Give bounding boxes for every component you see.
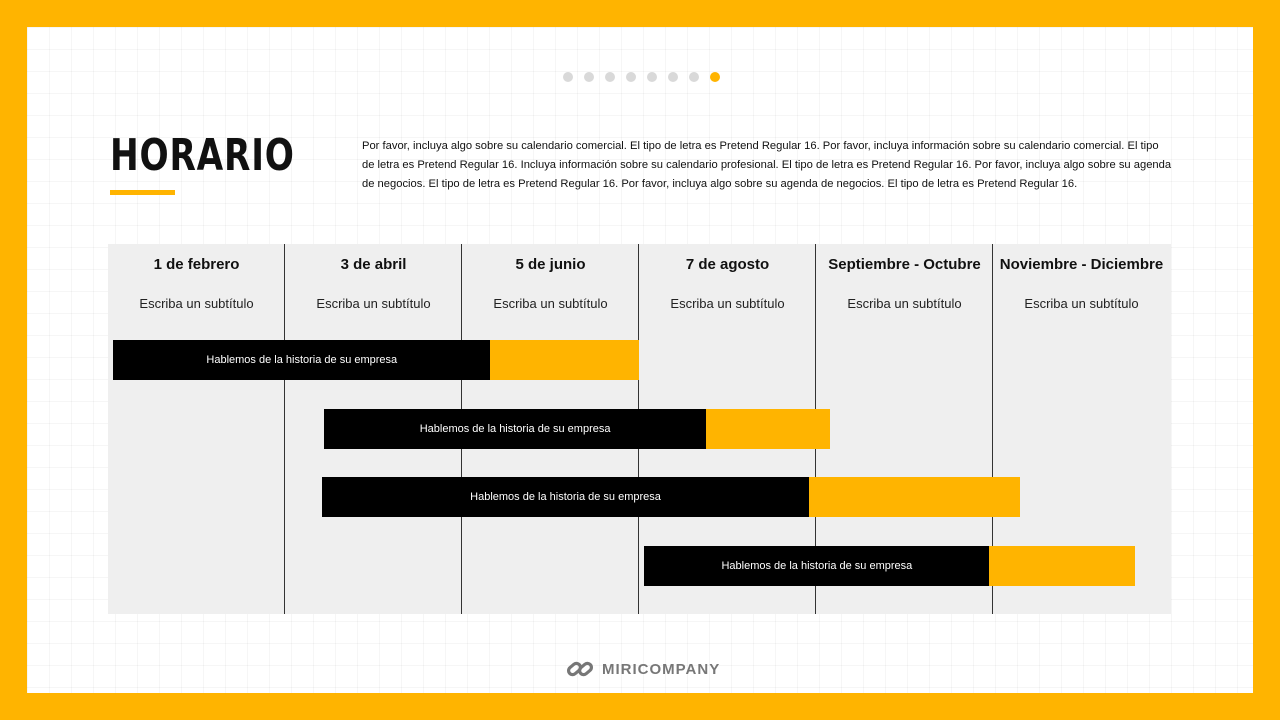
pagination-dot[interactable] — [647, 72, 657, 82]
page-title: HORARIO — [110, 130, 295, 181]
link-icon — [566, 656, 594, 682]
bar-progress — [324, 409, 706, 449]
bar-remaining — [989, 546, 1134, 586]
timeline-panel — [108, 244, 1171, 614]
bar-remaining — [809, 477, 1020, 517]
bar-progress — [322, 477, 809, 517]
timeline-bar — [324, 409, 830, 449]
timeline-bar — [113, 340, 639, 380]
column-heading: 3 de abril — [340, 256, 407, 273]
pagination-dot[interactable] — [605, 72, 615, 82]
column-subtitle: Escriba un subtítulo — [139, 296, 254, 311]
timeline-bar — [644, 546, 1134, 586]
bar-progress — [644, 546, 989, 586]
bar-label: Hablemos de la historia de su empresa — [206, 354, 398, 366]
pagination-dot[interactable] — [584, 72, 594, 82]
column-subtitle: Escriba un subtítulo — [316, 296, 431, 311]
pagination-dot[interactable] — [710, 72, 720, 82]
pagination-dot[interactable] — [668, 72, 678, 82]
column-subtitle: Escriba un subtítulo — [847, 296, 962, 311]
column-subtitle: Escriba un subtítulo — [493, 296, 608, 311]
bar-remaining — [706, 409, 830, 449]
bar-label: Hablemos de la historia de su empresa — [470, 491, 661, 503]
column-heading: 7 de agosto — [685, 256, 770, 273]
column-heading: Noviembre - Diciembre — [999, 256, 1164, 273]
pagination-dot[interactable] — [626, 72, 636, 82]
pagination-dot[interactable] — [689, 72, 699, 82]
pagination-dot[interactable] — [563, 72, 573, 82]
column-heading: 5 de junio — [515, 256, 586, 273]
column-heading: 1 de febrero — [153, 256, 240, 273]
bar-label: Hablemos de la historia de su empresa — [721, 560, 913, 572]
column-subtitle: Escriba un subtítulo — [1024, 296, 1139, 311]
title-underline — [110, 190, 175, 195]
column-subtitle: Escriba un subtítulo — [670, 296, 785, 311]
bar-progress — [113, 340, 490, 380]
brand-name: MIRICOMPANY — [602, 660, 721, 678]
timeline-bar — [322, 477, 1019, 517]
description-text: Por favor, incluya algo sobre su calendario comercial. El tipo de letra es Pretend Regular 16. Por favor, incluya información sobre su calendario comercial. El tipo de letra es Pretend Regular 16. Incluya información sobre su calendario profesional. El tipo de letra es Pretend Regular 16. Por favor, incluya algo sobre su agenda de negocios. El tipo de letra es Pretend Regular 16. Por favor, incluya algo sobre su agenda de negocios. El tipo de letra es Pretend Regular 16. — [362, 140, 1172, 190]
brand-logo — [566, 656, 720, 682]
bar-label: Hablemos de la historia de su empresa — [419, 423, 611, 435]
column-heading: Septiembre - Octubre — [828, 256, 981, 273]
timeline-column — [108, 244, 285, 614]
pagination-dots — [563, 72, 720, 82]
bar-remaining — [490, 340, 639, 380]
